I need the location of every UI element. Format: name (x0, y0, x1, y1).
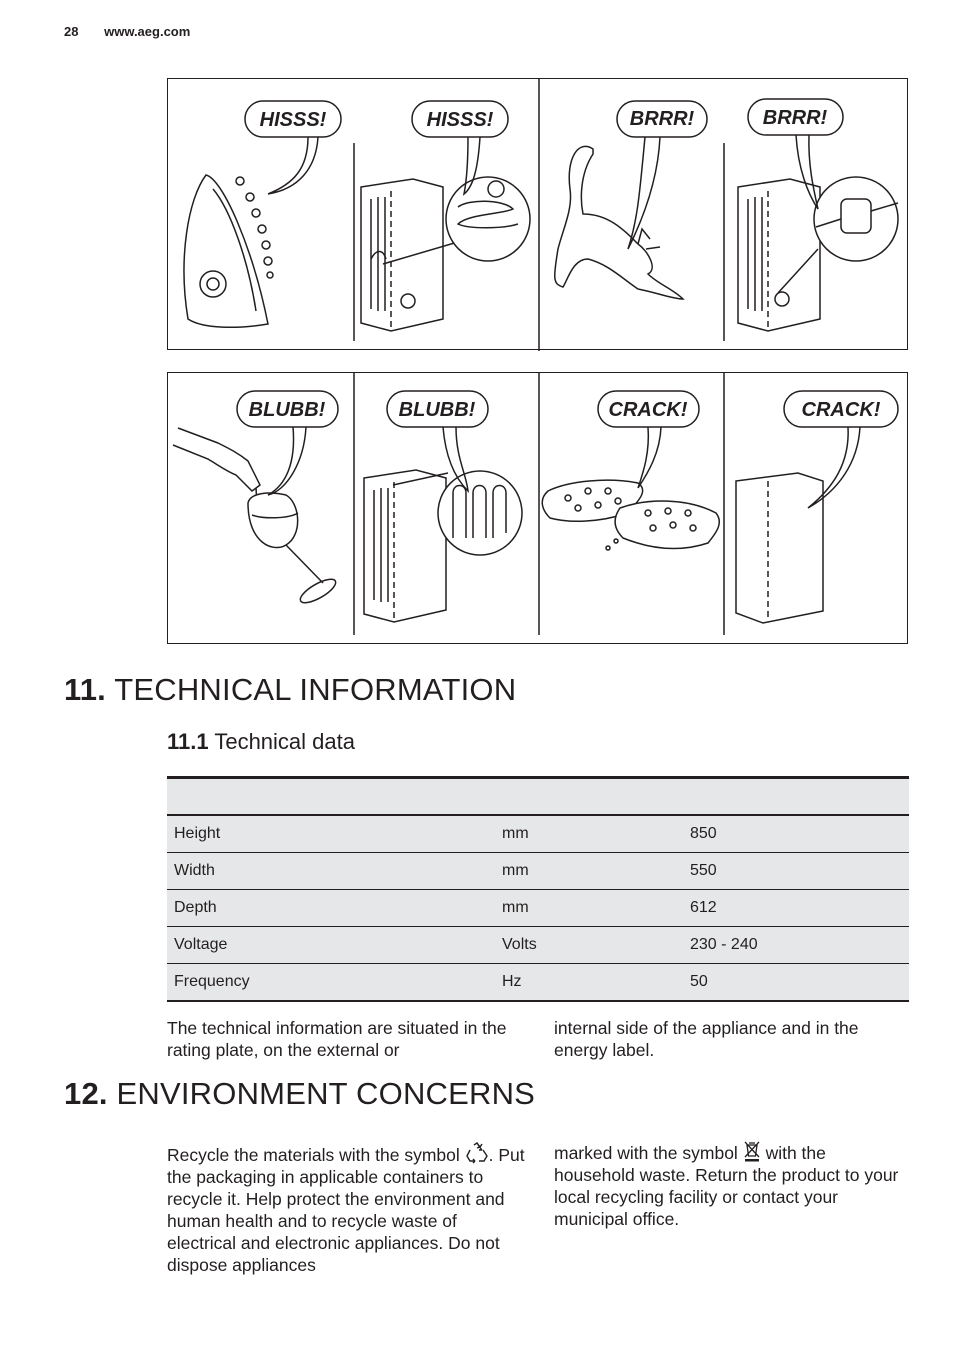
env-text-right-start: marked with the symbol (554, 1143, 738, 1163)
section-number: 12. (64, 1076, 108, 1111)
fridge-icon (361, 179, 443, 331)
table-row (167, 927, 909, 964)
row-value: 850 (683, 815, 909, 853)
row-unit: mm (495, 853, 683, 890)
row-value: 550 (683, 853, 909, 890)
noise-illustration-panel-top (167, 78, 908, 350)
tech-note-left: The technical information are situated in the rating plate, on the external or (167, 1018, 507, 1060)
wine-bottle-icon (173, 428, 260, 491)
noise-illustration-panel-bottom (167, 372, 908, 644)
subsection-number: 11.1 (167, 729, 209, 754)
row-label: Height (167, 815, 495, 853)
subsection-heading-technical-data (167, 729, 355, 755)
env-text-left-end: . Put the packaging in applicable containers to recycle it. Help protect the environment and human health and to recycle waste of electrical and electronic appliances. Do not dispose appliances (167, 1145, 525, 1275)
page-number: 28 (64, 24, 79, 39)
sound-label-hisss-1: HISSS! (259, 109, 327, 131)
sound-label-hisss-2: HISSS! (426, 109, 494, 131)
env-paragraph-left (167, 1142, 529, 1276)
env-text-left-start: Recycle the materials with the symbol (167, 1145, 460, 1165)
sound-label-crack-2: CRACK! (801, 399, 881, 421)
iron-icon (184, 175, 273, 327)
row-label: Width (167, 853, 495, 890)
row-unit: Volts (495, 927, 683, 964)
sound-label-brrr-2: BRRR! (762, 107, 828, 129)
wine-glass-icon (248, 493, 339, 607)
subsection-title: Technical data (214, 729, 355, 754)
section-heading-environment-concerns (64, 1076, 535, 1112)
cat-icon (555, 146, 683, 299)
env-paragraph-right (554, 1140, 904, 1230)
crossed-bin-icon (743, 1140, 761, 1162)
sound-label-blubb-2: BLUBB! (398, 399, 476, 421)
row-label: Depth (167, 890, 495, 927)
table-row (167, 964, 909, 1002)
section-title: ENVIRONMENT CONCERNS (116, 1076, 536, 1111)
tech-note-right: internal side of the appliance and in the energy label. (554, 1018, 859, 1060)
table-row (167, 890, 909, 927)
row-unit: mm (495, 890, 683, 927)
ice-tray-icon (542, 480, 719, 550)
sound-label-blubb-1: BLUBB! (248, 399, 326, 421)
sound-label-crack-1: CRACK! (608, 399, 688, 421)
section-title: TECHNICAL INFORMATION (114, 672, 517, 707)
table-header-row (167, 778, 909, 816)
section-number: 11. (64, 672, 106, 707)
row-unit: Hz (495, 964, 683, 1002)
env-text-right-end: with the household waste. Return the product to your local recycling facility or contact your municipal office. (554, 1143, 899, 1229)
row-label: Voltage (167, 927, 495, 964)
row-label: Frequency (167, 964, 495, 1002)
technical-data-table (167, 776, 909, 1002)
row-value: 50 (683, 964, 909, 1002)
website-url: www.aeg.com (104, 24, 191, 39)
row-value: 230 - 240 (683, 927, 909, 964)
row-value: 612 (683, 890, 909, 927)
row-unit: mm (495, 815, 683, 853)
section-heading-technical-information (64, 672, 516, 708)
page-header (64, 24, 190, 39)
table-row (167, 815, 909, 853)
recycle-icon (465, 1142, 489, 1164)
table-row (167, 853, 909, 890)
sound-label-brrr-1: BRRR! (629, 108, 695, 130)
